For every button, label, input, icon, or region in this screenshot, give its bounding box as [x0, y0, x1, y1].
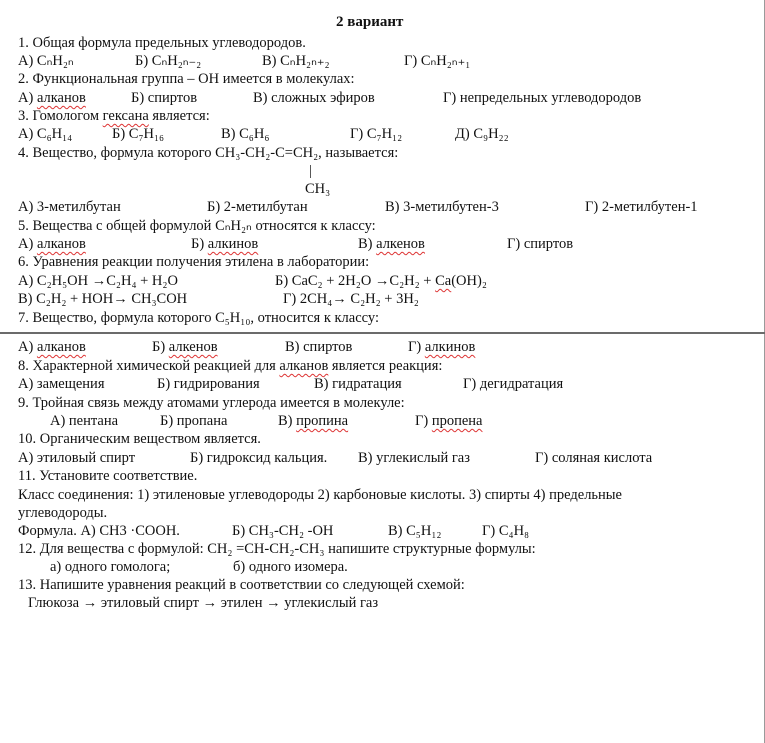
question-5: 5. Вещества с общей формулой CₙH₂ₙ относятся к классу: — [18, 218, 376, 234]
q3-option-d: Г) C₇H₁₂ — [350, 126, 403, 142]
question-word: гексана — [102, 108, 149, 124]
q1-option-b: Б) CₙH₂ₙ₋₂ — [135, 53, 202, 69]
q3-option-e: Д) C₉H₂₂ — [455, 126, 509, 142]
q11-formula-a: Формула. А) CH3 ·COOH. — [18, 523, 180, 539]
q7-option-d — [408, 338, 475, 356]
q1-option-a: А) CₙH₂ₙ — [18, 53, 74, 69]
page-divider — [0, 332, 765, 334]
q11-classes: Класс соединения: 1) этиленовые углеводороды 2) карбоновые кислоты. 3) спирты 4) предельные — [18, 487, 622, 503]
option-text: Б) CaC₂ + 2H₂O →C₂H₂ + — [275, 273, 432, 289]
q13-scheme: Глюкоза → этиловый спирт → этилен → углекислый газ — [28, 595, 379, 611]
question-3 — [18, 107, 210, 125]
q7-option-b — [152, 338, 218, 356]
question-7: 7. Вещество, формула которого C₅H₁₀, относится к классу: — [18, 310, 379, 326]
q3-option-c: В) C₆H₆ — [221, 126, 270, 142]
q11-formula-d: Г) C₄H₈ — [482, 523, 530, 539]
option-word: алканов — [36, 90, 86, 106]
q5-option-a — [18, 235, 86, 253]
option-word: алканов — [36, 236, 86, 252]
q6-option-d: Г) 2CH₄→ C₂H₂ + 3H₂ — [283, 291, 419, 307]
q8-option-b: Б) гидрирования — [157, 376, 260, 392]
option-word: Ca — [435, 273, 452, 289]
q10-option-c: В) углекислый газ — [358, 450, 470, 466]
q2-option-c: В) сложных эфиров — [253, 90, 375, 106]
q9-option-a: А) пентана — [50, 413, 119, 429]
q5-option-d: Г) спиртов — [507, 236, 574, 252]
q2-option-a — [18, 89, 86, 107]
q7-option-c: В) спиртов — [285, 339, 353, 355]
question-11: 11. Установите соответствие. — [18, 468, 198, 484]
option-label: Б) — [191, 236, 205, 252]
question-text: является: — [152, 108, 210, 124]
question-4: 4. Вещество, формула которого CH₃-CH₂-C=CH₂, называется: — [18, 145, 399, 161]
option-text: (OH)₂ — [451, 273, 487, 289]
question-1: 1. Общая формула предельных углеводородов. — [18, 35, 306, 51]
question-8 — [18, 357, 442, 375]
q11-classes-cont: углеводороды. — [18, 505, 108, 521]
option-label: А) — [18, 90, 34, 106]
question-2: 2. Функциональная группа – ОН имеется в молекулах: — [18, 71, 355, 87]
q7-option-a — [18, 338, 86, 356]
q10-option-d: Г) соляная кислота — [535, 450, 653, 466]
q6-option-a: А) C₂H₅OH →C₂H₄ + H₂O — [18, 273, 178, 289]
question-text: 8. Характерной химической реакцией для — [18, 358, 276, 374]
q2-option-d: Г) непредельных углеводородов — [443, 90, 642, 106]
q8-option-c: В) гидратация — [314, 376, 402, 392]
q3-option-a: А) C₆H₁₄ — [18, 126, 73, 142]
option-label: Б) — [152, 339, 166, 355]
q3-option-b: Б) C₇H₁₆ — [112, 126, 165, 142]
q12-task-a: а) одного гомолога; — [50, 559, 171, 575]
q4-option-d: Г) 2-метилбутен-1 — [585, 199, 698, 215]
q9-option-b: Б) пропана — [160, 413, 228, 429]
option-word: алканов — [36, 339, 86, 355]
q4-branch: CH₃ — [305, 181, 331, 197]
option-label: А) — [18, 236, 34, 252]
q4-option-a: А) 3-метилбутан — [18, 199, 121, 215]
q5-option-c — [358, 235, 425, 253]
option-word: алкинов — [424, 339, 476, 355]
q9-option-c — [278, 412, 348, 430]
question-text: является реакция: — [331, 358, 443, 374]
q2-option-b: Б) спиртов — [131, 90, 198, 106]
option-label: Г) — [415, 413, 429, 429]
q5-option-b — [191, 235, 258, 253]
option-word: алкенов — [376, 236, 425, 252]
option-word: алкенов — [168, 339, 218, 355]
q11-formula-c: В) C₅H₁₂ — [388, 523, 442, 539]
q8-option-d: Г) дегидратация — [463, 376, 564, 392]
option-label: Г) — [408, 339, 422, 355]
option-label: А) — [18, 339, 34, 355]
q4-option-b: Б) 2-метилбутан — [207, 199, 308, 215]
q6-option-b — [275, 272, 487, 290]
page-title: 2 вариант — [336, 14, 404, 30]
question-6: 6. Уравнения реакции получения этилена в лаборатории: — [18, 254, 370, 270]
question-text: 3. Гомологом — [18, 108, 100, 124]
q10-option-b: Б) гидроксид кальция. — [190, 450, 328, 466]
q6-option-c: В) C₂H₂ + HOH→ CH₃COH — [18, 291, 188, 307]
option-word: пропена — [431, 413, 483, 429]
q1-option-c: В) CₙH₂ₙ₊₂ — [262, 53, 330, 69]
question-13: 13. Напишите уравнения реакций в соответствии со следующей схемой: — [18, 577, 465, 593]
question-12: 12. Для вещества с формулой: CH₂ =CH-CH₂-CH₃ напишите структурные формулы: — [18, 541, 536, 557]
q11-formula-b: Б) CH₃-CH₂ -OH — [232, 523, 334, 539]
option-word: алкинов — [207, 236, 259, 252]
q4-option-c: В) 3-метилбутен-3 — [385, 199, 499, 215]
option-word: пропина — [296, 413, 349, 429]
option-label: В) — [358, 236, 373, 252]
q1-option-d: Г) CₙH₂ₙ₊₁ — [404, 53, 471, 69]
question-word: алканов — [279, 358, 329, 374]
q9-option-d — [415, 412, 483, 430]
question-9: 9. Тройная связь между атомами углерода имеется в молекуле: — [18, 395, 405, 411]
q4-bond: | — [309, 163, 312, 179]
q12-task-b: б) одного изомера. — [233, 559, 348, 575]
question-10: 10. Органическим веществом является. — [18, 431, 261, 447]
q8-option-a: А) замещения — [18, 376, 105, 392]
q10-option-a: А) этиловый спирт — [18, 450, 136, 466]
option-label: В) — [278, 413, 293, 429]
